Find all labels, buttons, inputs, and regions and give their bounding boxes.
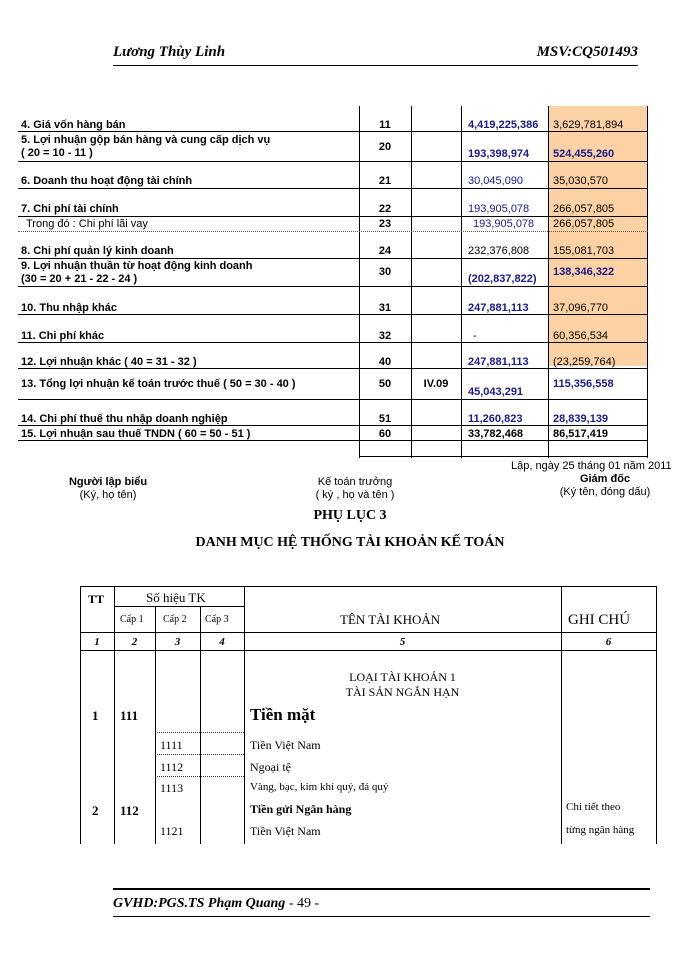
row-name: Tiền mặt (250, 705, 316, 724)
row-label: 12. Lợi nhuận khác ( 40 = 31 - 32 ) (21, 356, 197, 368)
row-name: Tiền Việt Nam (250, 824, 321, 838)
row-line (18, 399, 648, 400)
row-value-prior: 60,356,534 (553, 330, 609, 342)
row-code: 60 (378, 428, 392, 440)
row-line (18, 131, 648, 132)
row-line (18, 161, 648, 162)
row-code: 31 (378, 302, 392, 314)
row-cap1: 111 (120, 708, 139, 723)
header-ten-tai-khoan: TÊN TÀI KHOẢN (340, 612, 441, 627)
col-line (647, 106, 648, 458)
col-line (548, 106, 549, 458)
shade-column (548, 106, 648, 366)
row-line (155, 754, 244, 755)
author-name: Lương Thùy Linh (113, 44, 226, 60)
row-label: 15. Lợi nhuận sau thuế TNDN ( 60 = 50 - 51 ) (21, 428, 251, 440)
header-bottom (80, 632, 657, 633)
row-line (155, 776, 244, 777)
row-value-prior: 35,030,570 (553, 175, 609, 187)
row-code: 50 (378, 378, 392, 390)
student-id: MSV:CQ501493 (536, 44, 638, 60)
row-value-current: 30,045,090 (468, 175, 524, 187)
header-tt: TT (88, 592, 105, 606)
row-label: 11. Chi phí khác (21, 330, 105, 342)
row-line (18, 314, 648, 315)
row-note: IV.09 (423, 378, 449, 390)
account-table (80, 586, 657, 844)
border-top (80, 586, 657, 587)
row-line (18, 286, 648, 287)
border-right (656, 586, 657, 844)
row-code: 20 (378, 141, 392, 153)
row-line (18, 342, 648, 343)
director-title: Giám đốc (579, 473, 631, 485)
row-label: 5. Lợi nhuận gộp bán hàng và cung cấp dịch vụ (21, 134, 271, 146)
header-cap2: Cấp 2 (163, 614, 187, 625)
row-label-formula: (30 = 20 + 21 - 22 - 24 ) (21, 273, 138, 285)
row-value-prior: 37,096,770 (553, 302, 609, 314)
row-value-current: - (473, 330, 477, 342)
preparer-title: Người lập biểu (68, 476, 148, 488)
preparer-sub: (Ký, họ tên) (79, 489, 137, 501)
row-code: 21 (378, 175, 392, 187)
footer (113, 896, 319, 912)
header-cap1: Cấp 1 (120, 614, 144, 625)
row-value-current: 193,905,078 (468, 203, 530, 215)
group-line-2: TÀI SẢN NGẮN HẠN (345, 685, 460, 699)
row-label: 9. Lợi nhuận thuần từ hoạt động kinh doanh (21, 260, 253, 272)
row-value-prior: 3,629,781,894 (553, 119, 624, 131)
appendix-title: PHỤ LỤC 3 (313, 508, 387, 523)
footer-rule-bottom (113, 916, 650, 917)
row-value-current: 193,905,078 (473, 218, 535, 230)
row-tt: 1 (92, 708, 99, 723)
accountant-sub: ( ký , họ và tên ) (315, 489, 395, 501)
header-ghi-chu: GHI CHÚ (568, 612, 631, 628)
row-label: 14. Chi phí thuế thu nhập doanh nghiệp (21, 413, 228, 425)
row-code: 23 (378, 218, 392, 230)
row-code: 51 (378, 413, 392, 425)
row-label: 6. Doanh thu hoạt động tài chính (21, 175, 193, 187)
row-value-prior: 28,839,139 (553, 413, 609, 425)
group-line-1: LOẠI TÀI KHOẢN 1 (349, 670, 456, 684)
row-code: 24 (378, 245, 392, 257)
row-line (18, 216, 648, 217)
col-line (114, 586, 115, 844)
row-value-prior: 155,081,703 (553, 245, 615, 257)
col-line (411, 106, 412, 458)
row-value-current: 247,881,113 (468, 302, 529, 314)
colnum-5: 5 (399, 636, 406, 648)
row-value-prior: 266,057,805 (553, 218, 615, 230)
so-hieu-divider (114, 606, 244, 607)
advisor: GVHD:PGS.TS Phạm Quang (113, 896, 286, 911)
row-code: 22 (378, 203, 392, 215)
border-left (80, 586, 81, 844)
page-number: - 49 - (285, 896, 320, 911)
row-label: Trong đó : Chi phí lãi vay (26, 218, 148, 230)
colnum-bottom (80, 650, 657, 651)
row-note: Chi tiết theo (566, 801, 621, 813)
row-value-prior: 524,455,260 (553, 148, 615, 160)
signature-preparer (48, 476, 168, 502)
row-line (18, 440, 648, 441)
row-line (359, 456, 648, 457)
row-name: Tiền gửi Ngân hàng (250, 802, 352, 816)
col-line (561, 586, 562, 844)
row-tt: 2 (92, 803, 99, 818)
row-cap1: 112 (120, 803, 139, 818)
row-cap2: 1111 (160, 738, 183, 752)
row-line (18, 258, 648, 259)
colnum-2: 2 (131, 636, 138, 648)
row-label: 8. Chi phí quản lý kinh doanh (21, 245, 174, 257)
row-line (18, 231, 648, 232)
colnum-3: 3 (174, 636, 181, 648)
row-label-formula: ( 20 = 10 - 11 ) (21, 147, 93, 159)
row-value-current: 45,043,291 (468, 386, 524, 398)
col-line (461, 106, 462, 458)
row-name: Ngoại tệ (250, 760, 291, 774)
accountant-title: Kế toán trưởng (317, 476, 393, 488)
row-label: 4. Giá vốn hàng bán (21, 119, 126, 131)
row-label: 13. Tổng lợi nhuận kế toán trước thuế ( 50 = 30 - 40 ) (21, 378, 296, 390)
row-value-current: (202,837,822) (468, 273, 537, 285)
row-line (18, 368, 648, 369)
row-cap2: 1121 (160, 824, 184, 838)
row-value-prior: 266,057,805 (553, 203, 615, 215)
signature-director (540, 473, 670, 499)
row-line (18, 425, 648, 426)
row-line (18, 188, 648, 189)
appendix-subtitle: DANH MỤC HỆ THỐNG TÀI KHOẢN KẾ TOÁN (195, 535, 505, 550)
director-sub: (Ký tên, đóng dấu) (559, 486, 651, 498)
header-so-hieu: Số hiệu TK (146, 590, 206, 605)
income-statement-table (18, 106, 648, 458)
colnum-4: 4 (219, 636, 225, 648)
row-cap2: 1113 (160, 781, 184, 795)
row-cap2: 1112 (160, 760, 184, 774)
row-value-current: 247,881,113 (468, 356, 529, 368)
row-line (155, 732, 244, 733)
col-line (359, 106, 360, 458)
colnum-1: 1 (94, 636, 100, 648)
colnum-6: 6 (605, 636, 612, 648)
row-name: Vàng, bạc, kim khí quý, đá quý (250, 781, 389, 793)
row-label: 7. Chi phí tài chính (21, 203, 119, 215)
header-cap3: Cấp 3 (205, 614, 229, 625)
row-value-current: 33,782,468 (468, 428, 524, 440)
row-value-current: 11,260,823 (468, 413, 523, 425)
row-name: Tiền Việt Nam (250, 738, 321, 752)
page-header (113, 44, 638, 66)
footer-rule (113, 888, 650, 890)
date-line: Lập, ngày 25 tháng 01 năm 2011 (511, 460, 672, 472)
col-line (244, 586, 245, 844)
row-value-prior: 138,346,322 (553, 266, 615, 278)
row-value-current: 193,398,974 (468, 148, 530, 160)
row-value-prior: 86,517,419 (553, 428, 609, 440)
row-code: 40 (378, 356, 392, 368)
row-code: 11 (379, 119, 391, 131)
signature-accountant (300, 476, 410, 502)
row-code: 32 (378, 330, 392, 342)
row-note: từng ngân hàng (566, 824, 635, 836)
row-label: 10. Thu nhập khác (21, 302, 117, 314)
row-value-prior: (23,259,764) (553, 356, 616, 368)
row-value-prior: 115,356,558 (553, 378, 614, 390)
row-value-current: 232,376,808 (468, 245, 530, 257)
row-value-current: 4,419,225,386 (468, 119, 539, 131)
row-code: 30 (378, 266, 392, 278)
